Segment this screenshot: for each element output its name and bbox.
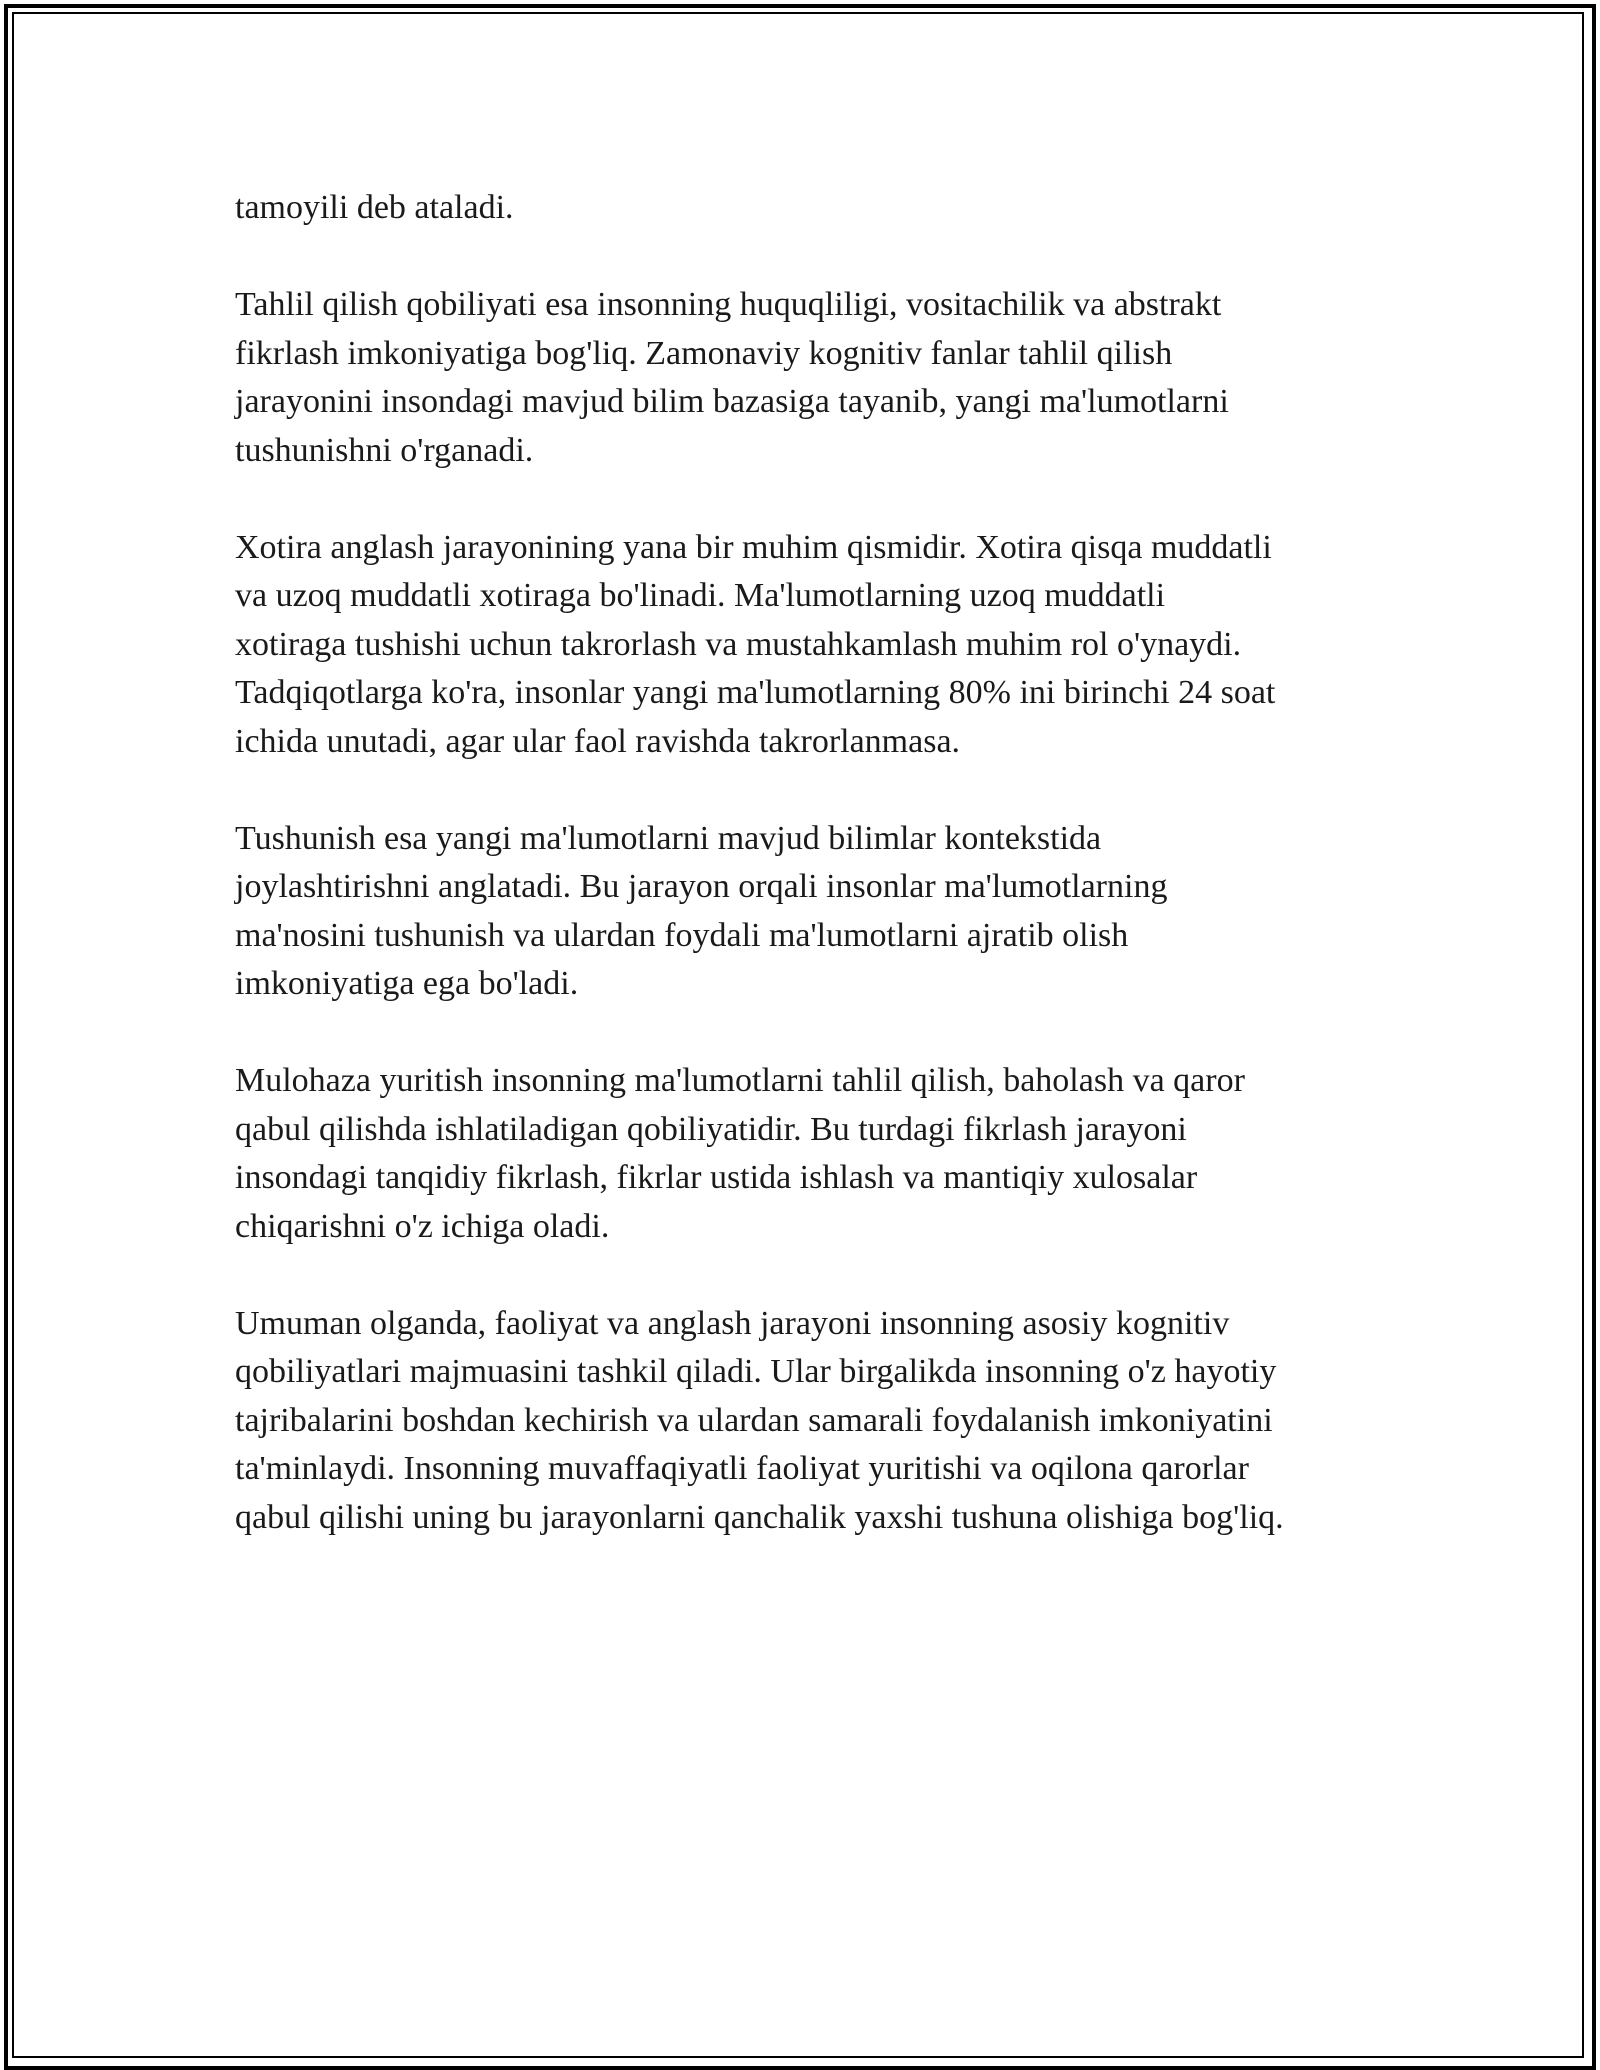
paragraph-5: Mulohaza yuritish insonning ma'lumotlarni tahlil qilish, baholash va qaror qabul qilishda ishlatiladigan qobiliyatidir. Bu turdagi fikrlash jarayoni insondagi tanqidiy fikrlash, fikrlar ustida ishlash va mantiqiy xulosalar chiqarishni o'z ichiga oladi. bbox=[235, 1062, 1245, 1245]
paragraph-1: tamoyili deb ataladi. bbox=[235, 189, 514, 226]
paragraph-6: Umuman olganda, faoliyat va anglash jarayoni insonning asosiy kognitiv qobiliyatlari majmuasini tashkil qiladi. Ular birgalikda insonning o'z hayotiy tajribalarini boshdan kechirish va ulardan samarali foydalanish imkoniyatini ta'minlaydi. Insonning muvaffaqiyatli faoliyat yuritishi va oqilona qarorlar qabul qilishi uning bu jarayonlarni qanchalik yaxshi tushuna olishiga bog'liq. bbox=[235, 1304, 1284, 1536]
paragraph-2: Tahlil qilish qobiliyati esa insonning huquqliligi, vositachilik va abstrakt fikrlash imkoniyatiga bog'liq. Zamonaviy kognitiv fanlar tahlil qilish jarayonini insondagi mavjud bilim bazasiga tayanib, yangi ma'lumotlarni tushunishni o'rganadi. bbox=[235, 286, 1229, 469]
paragraph-4: Tushunish esa yangi ma'lumotlarni mavjud bilimlar kontekstida joylashtirishni anglatadi. Bu jarayon orqali insonlar ma'lumotlarning ma'nosini tushunish va ulardan foydali ma'lumotlarni ajratib olish imkoniyatiga ega bo'ladi. bbox=[235, 819, 1168, 1002]
paragraph-3: Xotira anglash jarayonining yana bir muhim qismidir. Xotira qisqa muddatli va uzoq muddatli xotiraga bo'linadi. Ma'lumotlarning uzoq muddatli xotiraga tushishi uchun takrorlash va mustahkamlash muhim rol o'ynaydi. Tadqiqotlarga ko'ra, insonlar yangi ma'lumotlarning 80% ini birinchi 24 soat ichida unutadi, agar ular faol ravishda takrorlanmasa. bbox=[235, 528, 1276, 760]
document-body bbox=[235, 184, 1395, 1591]
